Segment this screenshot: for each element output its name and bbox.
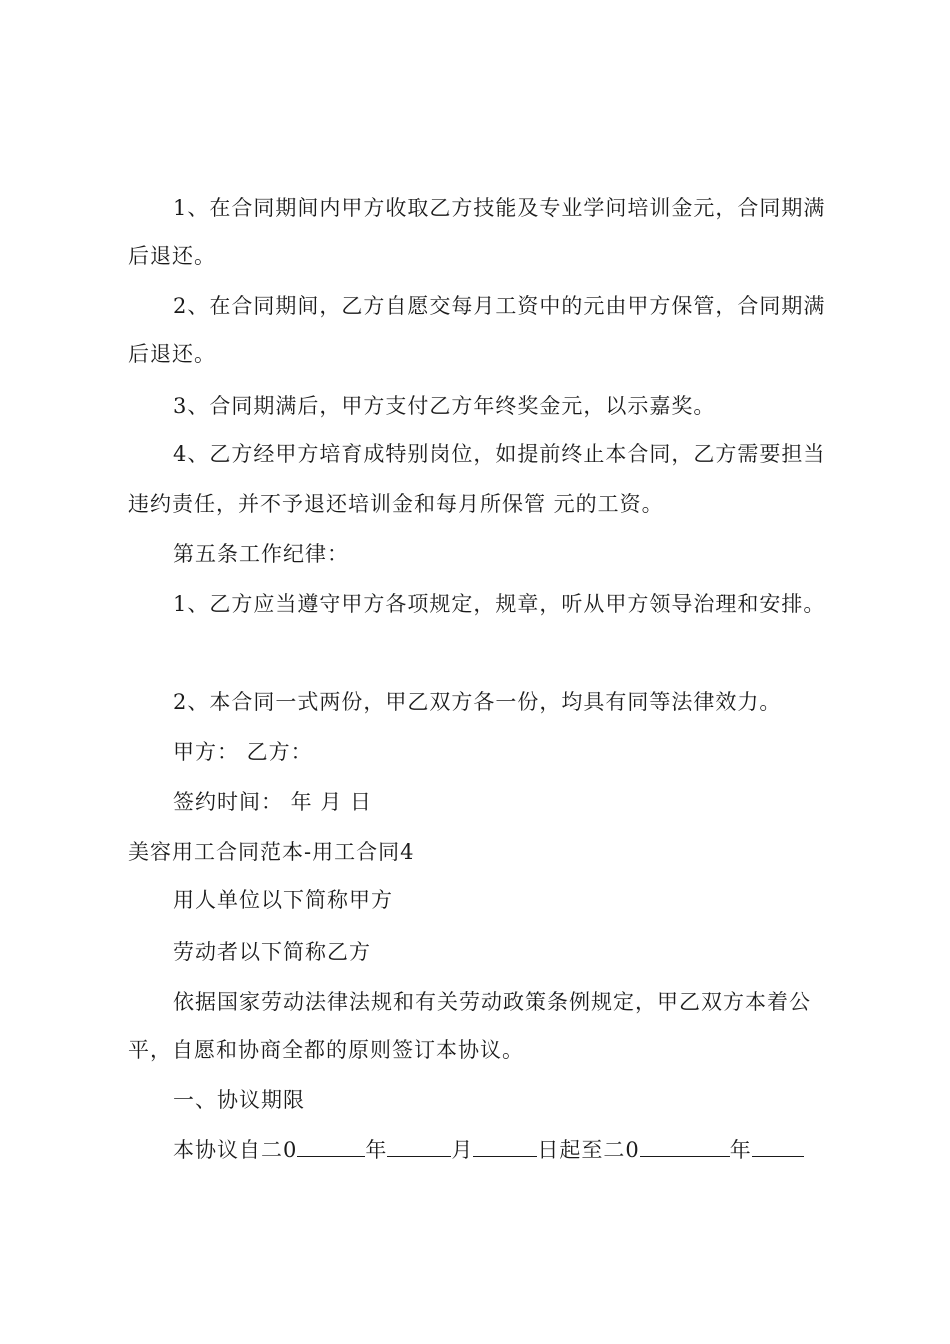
paragraph-line: 1、在合同期间内甲方收取乙方技能及专业学问培训金元，合同期满 [173, 196, 826, 220]
document-title: 美容用工合同范本-用工合同4 [128, 840, 415, 864]
paragraph-line: 4、乙方经甲方培育成特别岗位，如提前终止本合同，乙方需要担当 [173, 442, 826, 466]
paragraph-line: 后退还。 [128, 244, 216, 268]
month-blank [387, 1136, 451, 1157]
period-text-end: 日起至二0 [537, 1138, 640, 1162]
period-text-start: 本协议自二0 [173, 1138, 298, 1162]
paragraph-line: 1、乙方应当遵守甲方各项规定，规章，听从甲方领导治理和安排。 [173, 592, 826, 616]
section-heading: 第五条工作纪律： [173, 542, 349, 566]
month-label: 月 [451, 1138, 474, 1162]
paragraph-line: 2、在合同期间，乙方自愿交每月工资中的元由甲方保管，合同期满 [173, 294, 826, 318]
signing-date: 签约时间： 年 月 日 [173, 790, 373, 814]
signature-parties: 甲方： 乙方： [173, 740, 313, 764]
year-blank [297, 1136, 365, 1157]
end-year-label: 年 [729, 1138, 752, 1162]
paragraph-line: 后退还。 [128, 342, 216, 366]
end-month-blank [752, 1136, 804, 1157]
section-heading: 一、协议期限 [173, 1088, 305, 1112]
paragraph-line: 平，自愿和协商全都的原则签订本协议。 [128, 1038, 524, 1062]
paragraph-line: 劳动者以下简称乙方 [173, 940, 371, 964]
year-label: 年 [365, 1138, 388, 1162]
paragraph-line: 2、本合同一式两份，甲乙双方各一份，均具有同等法律效力。 [173, 690, 782, 714]
paragraph-line: 用人单位以下简称甲方 [173, 888, 393, 912]
day-blank [473, 1136, 537, 1157]
agreement-period-line [173, 1136, 830, 1164]
paragraph-line: 3、合同期满后，甲方支付乙方年终奖金元，以示嘉奖。 [173, 394, 716, 418]
paragraph-line: 违约责任，并不予退还培训金和每月所保管 元的工资。 [128, 492, 664, 516]
paragraph-line: 依据国家劳动法律法规和有关劳动政策条例规定，甲乙双方本着公 [173, 990, 811, 1014]
end-year-blank [640, 1136, 730, 1157]
